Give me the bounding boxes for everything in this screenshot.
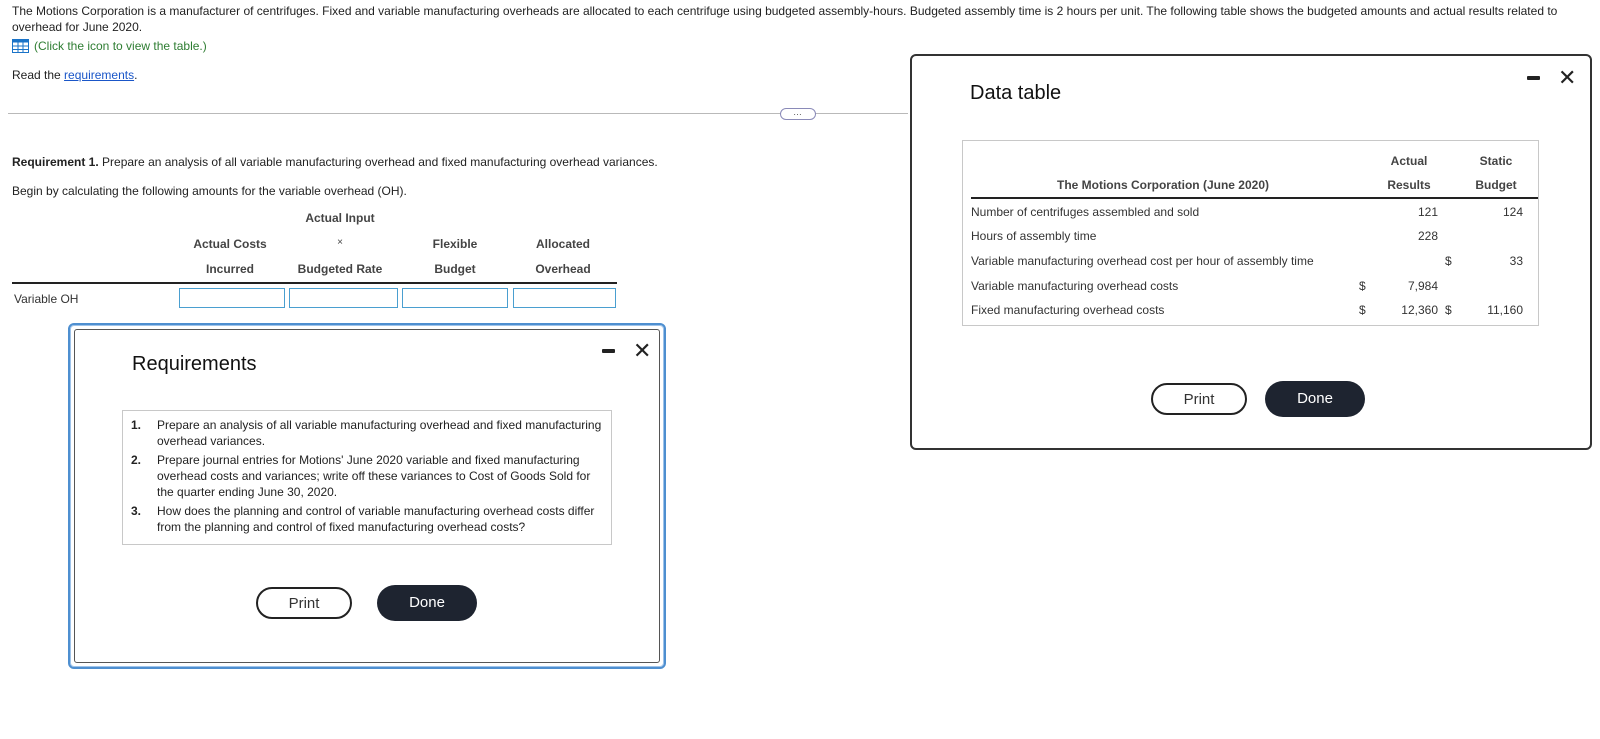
requirement-item-3 bbox=[131, 503, 603, 535]
actual-currency-symbol: $ bbox=[1359, 303, 1366, 317]
static-currency-symbol: $ bbox=[1445, 303, 1452, 317]
requirement-1-label: Requirement 1. bbox=[12, 155, 99, 169]
data-row-label: Fixed manufacturing overhead costs bbox=[971, 303, 1165, 317]
data-table-modal bbox=[910, 54, 1592, 450]
requirements-window-controls bbox=[602, 338, 652, 363]
actual-currency-symbol: $ bbox=[1359, 279, 1366, 293]
minimize-icon[interactable] bbox=[602, 349, 615, 353]
actual-results-header-bottom: Results bbox=[1387, 178, 1431, 192]
requirement-text: How does the planning and control of variable manufacturing overhead costs differ from the planning and control of fixed manufacturing overhead costs? bbox=[157, 504, 595, 534]
minimize-icon[interactable] bbox=[1527, 76, 1540, 80]
data-row-label: Number of centrifuges assembled and sold bbox=[971, 205, 1200, 219]
allocated-overhead-input[interactable] bbox=[513, 288, 616, 308]
static-budget-header-bottom: Budget bbox=[1475, 178, 1517, 192]
requirement-number: 2. bbox=[131, 453, 142, 467]
actual-costs-header-top: Actual Costs bbox=[193, 237, 267, 251]
actual-costs-header-bottom: Incurred bbox=[205, 262, 254, 276]
view-table-link[interactable] bbox=[12, 39, 207, 53]
header-rule bbox=[12, 282, 617, 284]
times-sign: × bbox=[337, 237, 343, 248]
requirement-text: Prepare journal entries for Motions' June 2020 variable and fixed manufacturing overhead costs and variances; write off these variances to Cost of Goods Sold for the quarter ending June 30, 2020. bbox=[157, 453, 591, 499]
requirements-list bbox=[122, 410, 612, 545]
actual-value: 121 bbox=[1417, 205, 1438, 219]
requirement-number: 1. bbox=[131, 418, 142, 432]
data-table-modal-title: Data table bbox=[970, 82, 1062, 104]
requirements-modal-title: Requirements bbox=[132, 353, 257, 375]
requirement-1-text: Prepare an analysis of all variable manufacturing overhead and fixed manufacturing overhead variances. bbox=[98, 155, 658, 169]
close-icon[interactable]: ✕ bbox=[633, 338, 652, 363]
requirements-print-button[interactable]: Print bbox=[256, 587, 352, 619]
actual-value: 12,360 bbox=[1401, 303, 1438, 317]
section-divider bbox=[8, 113, 908, 114]
variable-oh-row-label: Variable OH bbox=[14, 292, 79, 306]
actual-input-header: Actual Input bbox=[305, 211, 375, 225]
data-done-button[interactable]: Done bbox=[1265, 381, 1365, 417]
actual-value: 7,984 bbox=[1407, 279, 1438, 293]
requirements-link[interactable]: requirements bbox=[64, 68, 135, 82]
actual-costs-input[interactable] bbox=[179, 288, 285, 308]
requirement-item-2 bbox=[131, 452, 603, 500]
data-header-rule bbox=[971, 197, 1538, 199]
instruction-text: Begin by calculating the following amounts for the variable overhead (OH). bbox=[12, 184, 407, 198]
static-value: 124 bbox=[1502, 205, 1523, 219]
view-table-link-text[interactable]: (Click the icon to view the table.) bbox=[34, 39, 207, 53]
static-currency-symbol: $ bbox=[1445, 254, 1452, 268]
expand-more-button[interactable]: … bbox=[780, 108, 816, 120]
allocated-overhead-header-bottom: Overhead bbox=[535, 262, 591, 276]
static-value: 11,160 bbox=[1487, 303, 1523, 317]
static-value: 33 bbox=[1509, 254, 1523, 268]
table-grid-icon[interactable] bbox=[12, 39, 29, 53]
requirements-modal bbox=[68, 323, 666, 669]
data-row-label: Variable manufacturing overhead costs bbox=[971, 279, 1179, 293]
requirements-done-button[interactable]: Done bbox=[377, 585, 477, 621]
data-table bbox=[962, 140, 1539, 326]
actual-value: 228 bbox=[1417, 229, 1438, 243]
requirement-item-1 bbox=[131, 417, 603, 449]
budgeted-rate-header: Budgeted Rate bbox=[297, 262, 383, 276]
data-row-label: Hours of assembly time bbox=[971, 229, 1097, 243]
close-icon[interactable]: ✕ bbox=[1558, 65, 1577, 90]
flexible-budget-input[interactable] bbox=[402, 288, 508, 308]
read-prefix: Read the bbox=[12, 68, 65, 82]
problem-intro-text: The Motions Corporation is a manufacturer of centrifuges. Fixed and variable manufacturing overheads are allocated to each centrifuge using budgeted assembly-hours. Budgeted assembly time is 2 hours per unit. The following table shows the budgeted amounts and actual results related to overhead for June 2020. bbox=[12, 4, 1558, 34]
actual-results-header-top: Actual bbox=[1390, 154, 1428, 168]
data-window-controls bbox=[1527, 65, 1577, 90]
allocated-overhead-header-top: Allocated bbox=[535, 237, 590, 251]
read-requirements-line bbox=[12, 68, 137, 82]
requirement-1-heading bbox=[12, 155, 658, 169]
flexible-budget-header-bottom: Budget bbox=[434, 262, 476, 276]
actual-input-times-rate-input[interactable] bbox=[289, 288, 398, 308]
static-budget-header-top: Static bbox=[1479, 154, 1513, 168]
company-header: The Motions Corporation (June 2020) bbox=[1056, 178, 1269, 192]
requirement-number: 3. bbox=[131, 504, 142, 518]
flexible-budget-header-top: Flexible bbox=[432, 237, 478, 251]
requirement-text: Prepare an analysis of all variable manufacturing overhead and fixed manufacturing overhead variances. bbox=[157, 418, 602, 448]
data-row-label: Variable manufacturing overhead cost per hour of assembly time bbox=[971, 254, 1314, 268]
data-print-button[interactable]: Print bbox=[1151, 383, 1247, 415]
read-suffix: . bbox=[134, 68, 138, 82]
